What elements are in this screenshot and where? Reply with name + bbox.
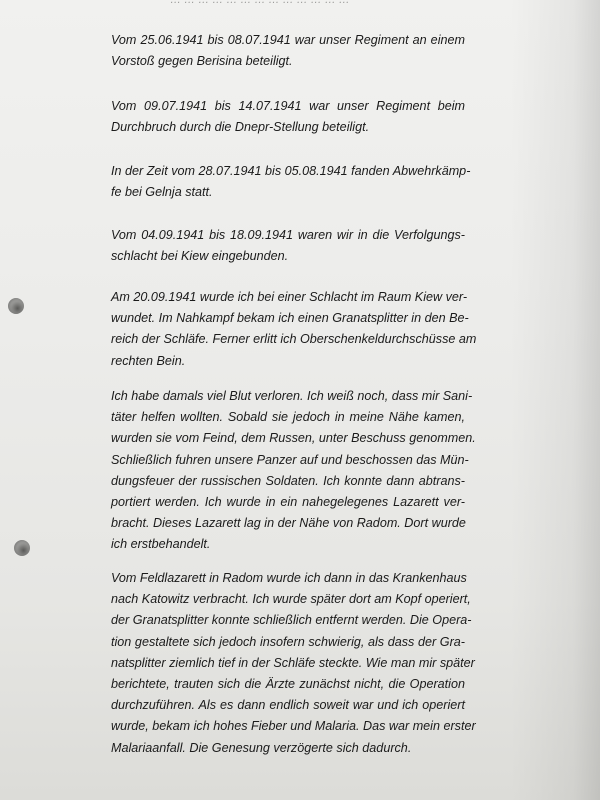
text-line: rechten Bein. (111, 353, 186, 368)
text-line: natsplitter ziemlich tief in der Schläfe steckte. Wie man mir später (111, 655, 475, 670)
text-line: ich erstbehandelt. (111, 537, 211, 552)
text-line: Am 20.09.1941 wurde ich bei einer Schlacht im Raum Kiew ver- (111, 290, 468, 304)
text-line: Vom 25.06.1941 bis 08.07.1941 war unser Regiment an einem (111, 33, 465, 47)
paragraph (111, 386, 476, 556)
punch-hole-top (8, 298, 24, 314)
paragraph (111, 161, 471, 203)
paragraph (111, 287, 477, 372)
paragraph (111, 30, 465, 72)
text-line: Vorstoß gegen Berisina beteiligt. (111, 54, 293, 69)
paragraph (111, 96, 465, 138)
text-line: Vom 09.07.1941 bis 14.07.1941 war unser Regiment beim (111, 99, 465, 113)
text-line: fe bei Gelnja statt. (111, 185, 213, 200)
text-line: der Granatsplitter konnte schließlich entfernt werden. Die Opera- (111, 613, 472, 628)
text-line: Ich habe damals viel Blut verloren. Ich weiß noch, dass mir Sani- (111, 389, 473, 403)
text-line: Durchbruch durch die Dnepr-Stellung beteiligt. (111, 120, 370, 135)
paragraph (111, 568, 476, 759)
text-line: täter helfen wollten. Sobald sie jedoch in meine Nähe kamen, (111, 410, 465, 425)
cut-off-top-line: … … … … … … … … … … … … … (170, 0, 350, 6)
text-line: berichtete, trauten sich die Ärzte zunächst nicht, die Operation (111, 677, 465, 692)
text-line: dungsfeuer der russischen Soldaten. Ich konnte dann abtrans- (111, 473, 465, 488)
text-line: In der Zeit vom 28.07.1941 bis 05.08.1941 fanden Abwehrkämp- (111, 164, 471, 178)
text-line: wurde, bekam ich hohes Fieber und Malaria. Das war mein erster (111, 719, 476, 734)
text-line: schlacht bei Kiew eingebunden. (111, 249, 289, 264)
punch-hole-bottom (14, 540, 30, 556)
text-line: Schließlich fuhren unsere Panzer auf und beschossen das Mün- (111, 452, 469, 467)
text-line: portiert werden. Ich wurde in ein nahegelegenes Lazarett ver- (111, 495, 465, 510)
text-line: Vom Feldlazarett in Radom wurde ich dann in das Krankenhaus (111, 571, 467, 585)
text-line: tion gestaltete sich jedoch insofern schwierig, als dass der Gra- (111, 634, 465, 649)
text-line: bracht. Dieses Lazarett lag in der Nähe von Radom. Dort wurde (111, 516, 466, 531)
text-line: reich der Schläfe. Ferner erlitt ich Oberschenkeldurchschüsse am (111, 332, 477, 347)
text-line: wundet. Im Nahkampf bekam ich einen Granatsplitter in den Be- (111, 311, 469, 326)
text-line: Malariaanfall. Die Genesung verzögerte sich dadurch. (111, 740, 412, 755)
paragraph (111, 225, 465, 267)
text-line: Vom 04.09.1941 bis 18.09.1941 waren wir in die Verfolgungs- (111, 228, 465, 242)
text-line: nach Katowitz verbracht. Ich wurde später dort am Kopf operiert, (111, 592, 471, 607)
text-line: wurden sie vom Feind, dem Russen, unter Beschuss genommen. (111, 431, 476, 446)
text-line: durchzuführen. Als es dann endlich soweit war und ich operiert (111, 698, 465, 713)
